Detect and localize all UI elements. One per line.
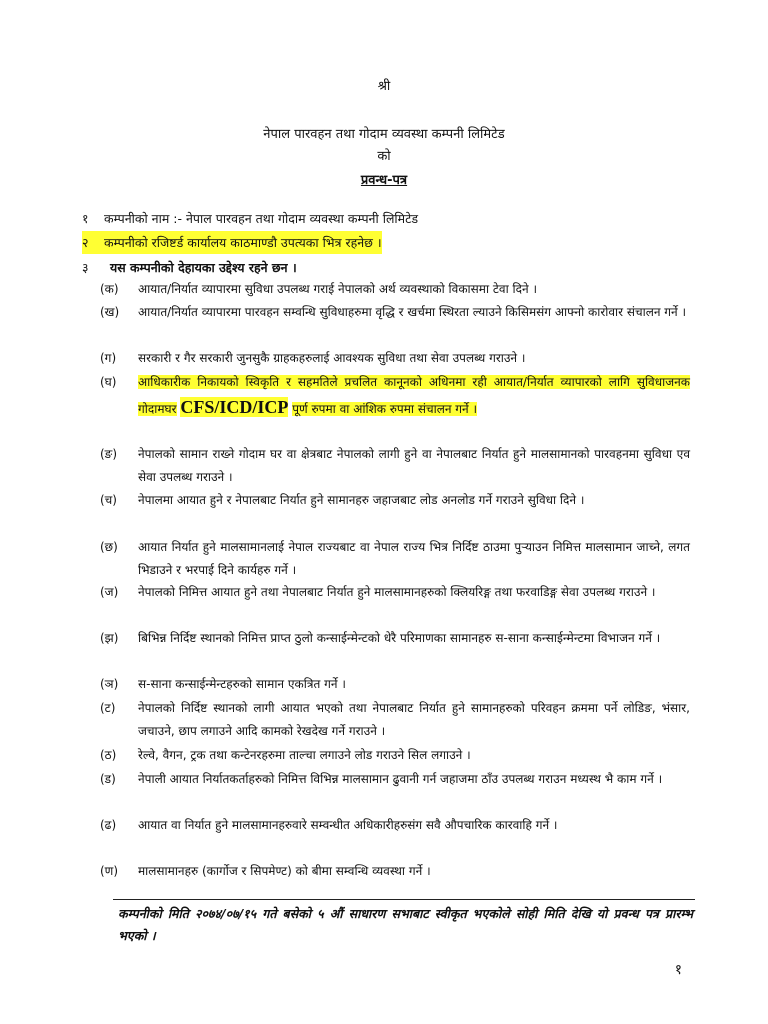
objective-da <box>100 768 690 791</box>
objective-ga <box>100 347 690 370</box>
objective-ja <box>100 581 690 604</box>
objective-label: (ठ) <box>100 748 117 762</box>
objective-text: नेपालको सामान राख्ने गोदाम घर वा क्षेत्रबाट नेपालको लागी हुने वा नेपालबाट निर्यात हुने मालसामानको पारवहनमा सुविधा एव सेवा उपलब्ध गराउने । <box>138 447 690 484</box>
highlighted-text: आधिकारीक निकायको स्विकृति र सहमतिले प्रचलित कानूनको अधिनमा रही आयात/निर्यात व्यापारको लागि सुविधाजनक गोदामघर <box>138 375 690 416</box>
objective-label: (छ) <box>100 540 118 554</box>
objective-label: (क) <box>100 282 119 296</box>
objective-text: नेपालको निर्दिष्ट स्थानको लागी आयात भएको तथा नेपालबाट निर्यात हुने सामानहरुको परिवहन क्रममा पर्ने लोडिङ, भंसार, जचाउने, छाप लगाउने आदि कामको रेखदेख गर्ने गराउने । <box>138 701 690 738</box>
objective-nga <box>100 443 690 489</box>
objective-chha <box>100 536 690 582</box>
objective-label: (ण) <box>100 864 119 878</box>
objective-ta <box>100 697 690 743</box>
footer-divider <box>113 899 695 900</box>
objective-label: (ङ) <box>100 447 118 461</box>
objective-ka <box>100 278 690 301</box>
facility-acronyms: CFS/ICD/ICP <box>180 397 289 417</box>
clause-text: यस कम्पनीको देहायका उद्देश्य रहने छन । <box>110 260 297 275</box>
objective-text <box>138 370 690 422</box>
clause-number: २ <box>82 231 110 254</box>
objective-nya <box>100 673 690 696</box>
objective-text: आयात/निर्यात व्यापारमा सुविधा उपलब्ध गराई नेपालको अर्थ व्यवस्थाको विकासमा टेवा दिने । <box>138 282 538 296</box>
adoption-note: कम्पनीको मिति २०७४/०७/१५ गते बसेको ५ औं साधारण सभाबाट स्वीकृत भएकोले सोही मिति देखि यो प्रवन्ध पत्र प्रारम्भ भएको । <box>118 906 693 943</box>
company-name-heading: नेपाल पारवहन तथा गोदाम व्यवस्था कम्पनी लिमिटेड <box>263 127 505 142</box>
objective-cha <box>100 489 690 512</box>
objective-text: सरकारी र गैर सरकारी जुनसुकै ग्राहकहरुलाई आवश्यक सुविधा तथा सेवा उपलब्ध गराउने । <box>138 351 526 365</box>
objective-label: (च) <box>100 493 117 507</box>
objective-text: नेपालमा आयात हुने र नेपालबाट निर्यात हुने सामानहरु जहाजबाट लोड अनलोड गर्ने गराउने सुविधा दिने । <box>138 493 585 507</box>
objective-text: आयात निर्यात हुने मालसामानलाई नेपाल राज्यबाट वा नेपाल राज्य भित्र निर्दिष्ट ठाउमा पुऱ्याउन निमित्त मालसामान जाच्ने, लगत भिडाउने र भरपाई दिने कार्यहरु गर्ने । <box>138 540 690 577</box>
clause-number: ३ <box>82 260 89 275</box>
objective-label: (ज) <box>100 585 119 599</box>
objective-label: (घ) <box>100 375 117 389</box>
clause-text: कम्पनीको रजिष्टर्ड कार्यालय काठमाण्डौ उपत्यका भित्र रहनेछ । <box>104 231 382 254</box>
objective-label: (ड) <box>100 772 116 786</box>
objective-label: (झ) <box>100 631 119 645</box>
objective-kha <box>100 301 690 324</box>
objective-gha <box>100 370 690 422</box>
clause-number: १ <box>82 211 89 226</box>
objective-text: नेपालको निमित्त आयात हुने तथा नेपालबाट निर्यात हुने मालसामानहरुको क्लियरिङ्ग तथा फरवाडिङ्ग सेवा उपलब्ध गराउने । <box>138 585 656 599</box>
objective-text: नेपाली आयात निर्यातकर्ताहरुको निमित्त विभिन्न मालसामान ढुवानी गर्न जहाजमा ठाँउ उपलब्ध गराउन मध्यस्थ भै काम गर्ने । <box>138 772 663 786</box>
invocation-heading: श्री <box>377 79 391 94</box>
document-title: प्रवन्ध-पत्र <box>360 173 408 188</box>
objective-jha <box>100 627 690 650</box>
objective-text: आयात वा निर्यात हुने मालसामानहरुवारे सम्वन्धीत अधिकारीहरुसंग सवै औपचारिक कारवाहि गर्ने । <box>138 818 558 832</box>
objective-label: (ग) <box>100 351 117 365</box>
connector-word: को <box>377 149 391 164</box>
highlighted-text: पूर्ण रुपमा वा आंशिक रुपमा संचालन गर्ने । <box>292 402 478 416</box>
objective-text: स-साना कन्साईन्मेन्टहरुको सामान एकत्रित गर्ने । <box>138 677 346 691</box>
clause-text: कम्पनीको नाम :- नेपाल पारवहन तथा गोदाम व्यवस्था कम्पनी लिमिटेड <box>104 211 419 226</box>
objective-text: बिभिन्न निर्दिष्ट स्थानको निमित्त प्राप्त ठुलो कन्साईन्मेन्टको धेरै परिमाणका सामानहरु स-साना कन्साईन्मेन्टमा विभाजन गर्ने । <box>138 631 661 645</box>
page-number: १ <box>674 962 682 978</box>
objective-label: (ट) <box>100 701 116 715</box>
objective-label: (ख) <box>100 305 120 319</box>
objective-na <box>100 860 690 883</box>
objective-dha <box>100 814 690 837</box>
objective-label: (ञ) <box>100 677 119 691</box>
objective-tha <box>100 744 690 767</box>
objective-text: मालसामानहरु (कार्गोज र सिपमेण्ट) को बीमा सम्वन्धि व्यवस्था गर्ने । <box>138 864 431 878</box>
objective-label: (ढ) <box>100 818 117 832</box>
objective-text: आयात/निर्यात व्यापारमा पारवहन सम्वन्धि सुविधाहरुमा वृद्धि र खर्चमा स्थिरता ल्याउने किसिमसंग आफ्नो कारोवार संचालन गर्ने । <box>138 305 687 319</box>
objective-text: रेल्वे, वैगन, ट्रक तथा कन्टेनरहरुमा ताल्चा लगाउने लोड गराउने सिल लगाउने । <box>138 748 471 762</box>
